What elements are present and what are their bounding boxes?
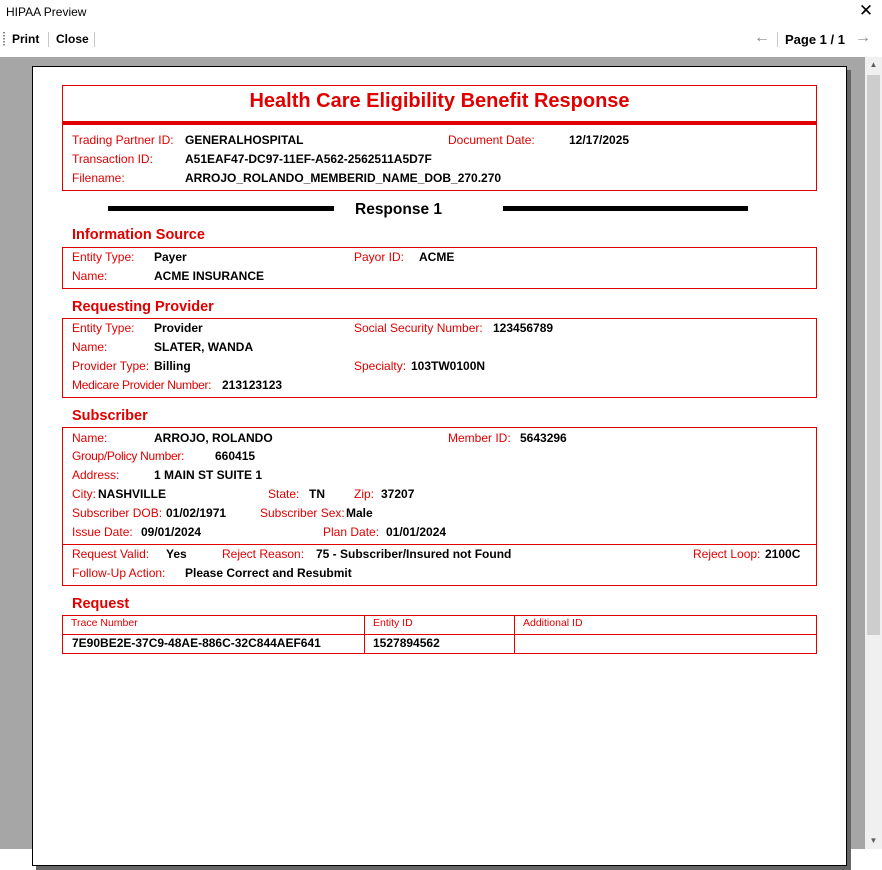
filename-label: Filename: — [72, 171, 125, 185]
subscriber-dob-label: Subscriber DOB: — [72, 506, 163, 520]
payer-name-value: ACME INSURANCE — [154, 269, 265, 283]
request-title: Request — [72, 596, 130, 612]
provider-type-value: Billing — [154, 359, 191, 373]
subscriber-sex-value: Male — [346, 506, 373, 520]
entity-type-value: Payer — [154, 250, 187, 264]
trading-partner-value: GENERALHOSPITAL — [185, 133, 304, 147]
reject-reason-label: Reject Reason: — [222, 547, 305, 561]
response-heading: Response 1 — [355, 201, 443, 218]
column-header-trace-number: Trace Number — [71, 617, 138, 629]
title-rule — [62, 121, 817, 125]
document-date-label: Document Date: — [448, 133, 535, 147]
ssn-label: Social Security Number: — [354, 321, 483, 335]
subscriber-name-value: ARROJO, ROLANDO — [154, 431, 273, 445]
follow-up-action-value: Please Correct and Resubmit — [185, 566, 352, 580]
subscriber-dob-value: 01/02/1971 — [166, 506, 227, 520]
vertical-scrollbar[interactable] — [865, 57, 882, 849]
group-policy-label: Group/Policy Number: — [72, 449, 185, 463]
group-policy-value: 660415 — [215, 449, 256, 463]
subscriber-name-label: Name: — [72, 431, 108, 445]
state-value: TN — [309, 487, 325, 501]
column-header-entity-id: Entity ID — [373, 617, 413, 629]
provider-type-label: Provider Type: — [72, 359, 150, 373]
medicare-provider-value: 213123123 — [222, 378, 283, 392]
toolbar — [0, 27, 882, 53]
provider-entity-type-value: Provider — [154, 321, 203, 335]
plan-date-value: 01/01/2024 — [386, 525, 447, 539]
address-value: 1 MAIN ST SUITE 1 — [154, 468, 263, 482]
document-date-value: 12/17/2025 — [569, 133, 630, 147]
request-valid-value: Yes — [166, 547, 187, 561]
toolbar-separator — [777, 32, 778, 47]
address-label: Address: — [72, 468, 120, 482]
transaction-id-value: A51EAF47-DC97-11EF-A562-2562511A5D7F — [185, 152, 432, 166]
information-source-title: Information Source — [72, 227, 205, 243]
scroll-up-icon[interactable]: ▲ — [869, 60, 878, 69]
toolbar-grip[interactable] — [3, 32, 5, 47]
requesting-provider-title: Requesting Provider — [72, 299, 214, 315]
provider-name-label: Name: — [72, 340, 108, 354]
issue-date-value: 09/01/2024 — [141, 525, 202, 539]
provider-entity-type-label: Entity Type: — [72, 321, 135, 335]
zip-value: 37207 — [381, 487, 415, 501]
subscriber-sex-label: Subscriber Sex: — [260, 506, 345, 520]
title-bar — [0, 0, 882, 24]
response-rule-left — [108, 206, 334, 211]
filename-value: ARROJO_ROLANDO_MEMBERID_NAME_DOB_270.270 — [185, 171, 502, 185]
member-id-label: Member ID: — [448, 431, 511, 445]
next-page-arrow-icon[interactable]: → — [855, 29, 871, 46]
payer-name-label: Name: — [72, 269, 108, 283]
plan-date-label: Plan Date: — [323, 525, 380, 539]
entity-type-label: Entity Type: — [72, 250, 135, 264]
request-table-header-divider — [62, 634, 817, 635]
scrollbar-thumb[interactable] — [867, 75, 880, 635]
entity-id-cell: 1527894562 — [373, 636, 440, 650]
city-label: City: — [72, 487, 96, 501]
reject-loop-label: Reject Loop: — [693, 547, 761, 561]
reject-loop-value: 2100C — [765, 547, 801, 561]
transaction-id-label: Transaction ID: — [72, 152, 153, 166]
reject-reason-value: 75 - Subscriber/Insured not Found — [316, 547, 512, 561]
issue-date-label: Issue Date: — [72, 525, 133, 539]
page-indicator: Page 1 / 1 — [785, 32, 845, 47]
provider-name-value: SLATER, WANDA — [154, 340, 254, 354]
column-header-additional-id: Additional ID — [523, 617, 583, 629]
toolbar-separator — [48, 32, 49, 47]
window-close-icon[interactable]: ✕ — [858, 1, 874, 20]
payor-id-label: Payor ID: — [354, 250, 405, 264]
previous-page-arrow-icon[interactable]: ← — [754, 29, 770, 46]
window-title: HIPAA Preview — [6, 5, 87, 19]
request-table-column-divider — [364, 615, 365, 654]
city-value: NASHVILLE — [98, 487, 167, 501]
subscriber-title: Subscriber — [72, 408, 148, 424]
specialty-label: Specialty: — [354, 359, 407, 373]
close-button[interactable]: Close — [56, 32, 89, 46]
toolbar-separator — [94, 32, 95, 47]
trading-partner-label: Trading Partner ID: — [72, 133, 174, 147]
ssn-value: 123456789 — [493, 321, 554, 335]
medicare-provider-label: Medicare Provider Number: — [72, 378, 212, 392]
document-title: Health Care Eligibility Benefit Response — [249, 90, 630, 112]
request-valid-label: Request Valid: — [72, 547, 150, 561]
follow-up-action-label: Follow-Up Action: — [72, 566, 166, 580]
member-id-value: 5643296 — [520, 431, 567, 445]
state-label: State: — [268, 487, 300, 501]
trace-number-cell: 7E90BE2E-37C9-48AE-886C-32C844AEF641 — [72, 636, 321, 650]
subscriber-divider — [62, 544, 817, 545]
response-rule-right — [503, 206, 748, 211]
request-table-column-divider — [514, 615, 515, 654]
payor-id-value: ACME — [419, 250, 455, 264]
specialty-value: 103TW0100N — [411, 359, 486, 373]
zip-label: Zip: — [354, 487, 375, 501]
scroll-down-icon[interactable]: ▼ — [869, 836, 878, 845]
print-button[interactable]: Print — [12, 32, 40, 46]
